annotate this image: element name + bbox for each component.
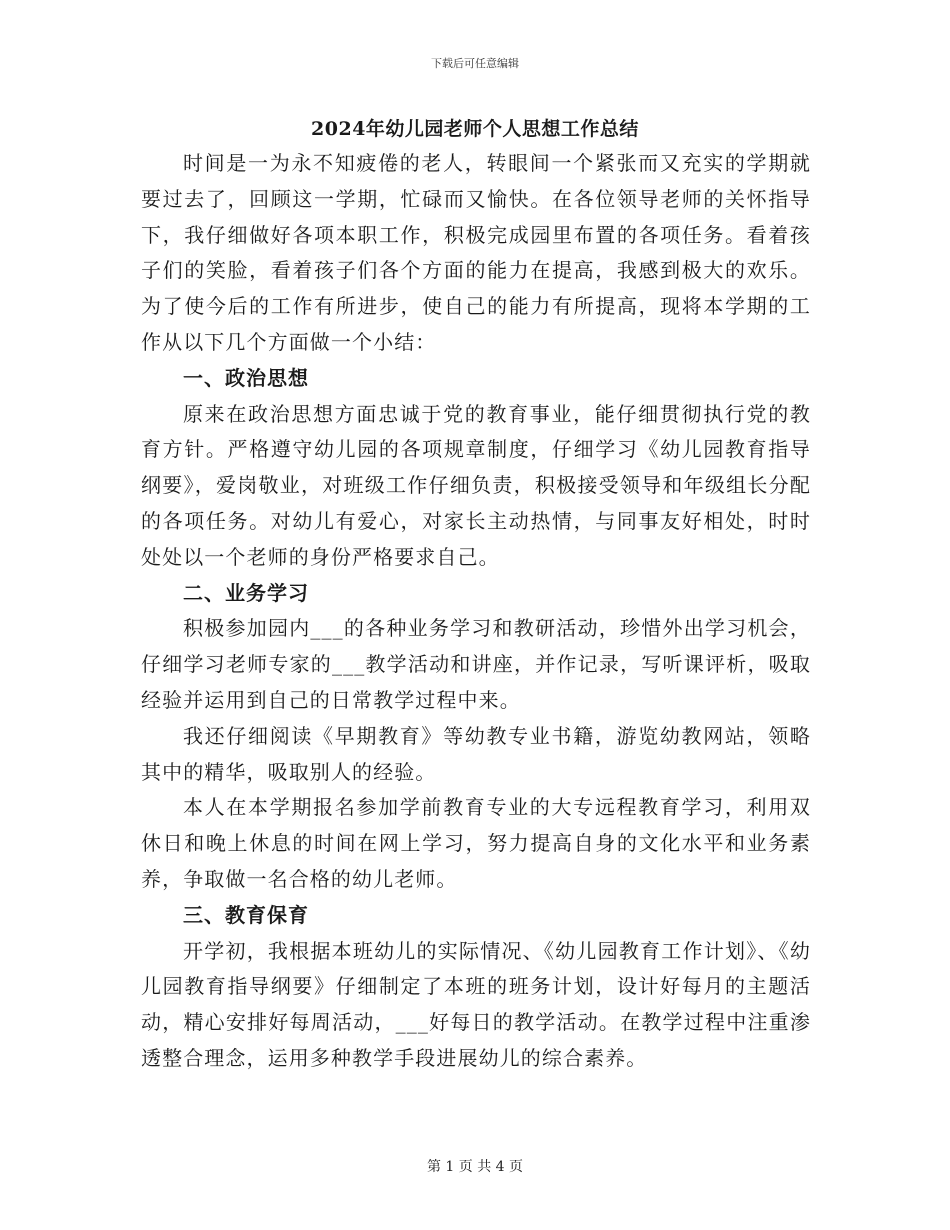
- section-heading-politics: 一、政治思想: [183, 365, 309, 390]
- intro-paragraph: 时间是一为永不知疲倦的老人，转眼间一个紧张而又充实的学期就要过去了，回顾这一学期，忙碌而又愉快。在各位领导老师的关怀指导下，我仔细做好各项本职工作，积极完成园里布置的各项任务。看着孩子们的笑脸，看着孩子们各个方面的能力在提高，我感到极大的欢乐。为了使今后的工作有所进步，使自己的能力有所提高，现将本学期的工作从以下几个方面做一个小结：: [141, 151, 811, 354]
- politics-paragraph: 原来在政治思想方面忠诚于党的教育事业，能仔细贯彻执行党的教育方针。严格遵守幼儿园的各项规章制度，仔细学习《幼儿园教育指导纲要》，爱岗敬业，对班级工作仔细负责，积极接受领导和年级组长分配的各项任务。对幼儿有爱心，对家长主动热情，与同事友好相处，时时处处以一个老师的身份严格要求自己。: [141, 401, 811, 569]
- study-paragraph-3: 本人在本学期报名参加学前教育专业的大专远程教育学习，利用双休日和晚上休息的时间在网上学习，努力提高自身的文化水平和业务素养，争取做一名合格的幼儿老师。: [141, 795, 811, 891]
- document-body: [141, 146, 811, 1077]
- page-number: 第 1 页 共 4 页: [426, 1159, 524, 1175]
- study-paragraph-1: 积极参加园内___的各种业务学习和教研活动，珍惜外出学习机会，仔细学习老师专家的___教学活动和讲座，并作记录，写听课评析，吸取经验并运用到自己的日常教学过程中来。: [141, 616, 811, 712]
- document-title: 2024年幼儿园老师个人思想工作总结: [311, 118, 639, 140]
- section-heading-study: 二、业务学习: [183, 580, 309, 605]
- study-paragraph-2: 我还仔细阅读《早期教育》等幼教专业书籍，游览幼教网站，领略其中的精华，吸取别人的经验。: [141, 723, 811, 784]
- section-heading-education: 三、教育保育: [183, 902, 309, 927]
- page-header-note: 下载后可任意编辑: [431, 57, 519, 70]
- education-paragraph: 开学初，我根据本班幼儿的实际情况、《幼儿园教育工作计划》、《幼儿园教育指导纲要》仔细制定了本班的班务计划，设计好每月的主题活动，精心安排好每周活动，___好每日的教学活动。在教学过程中注重渗透整合理念，运用多种教学手段进展幼儿的综合素养。: [141, 938, 811, 1070]
